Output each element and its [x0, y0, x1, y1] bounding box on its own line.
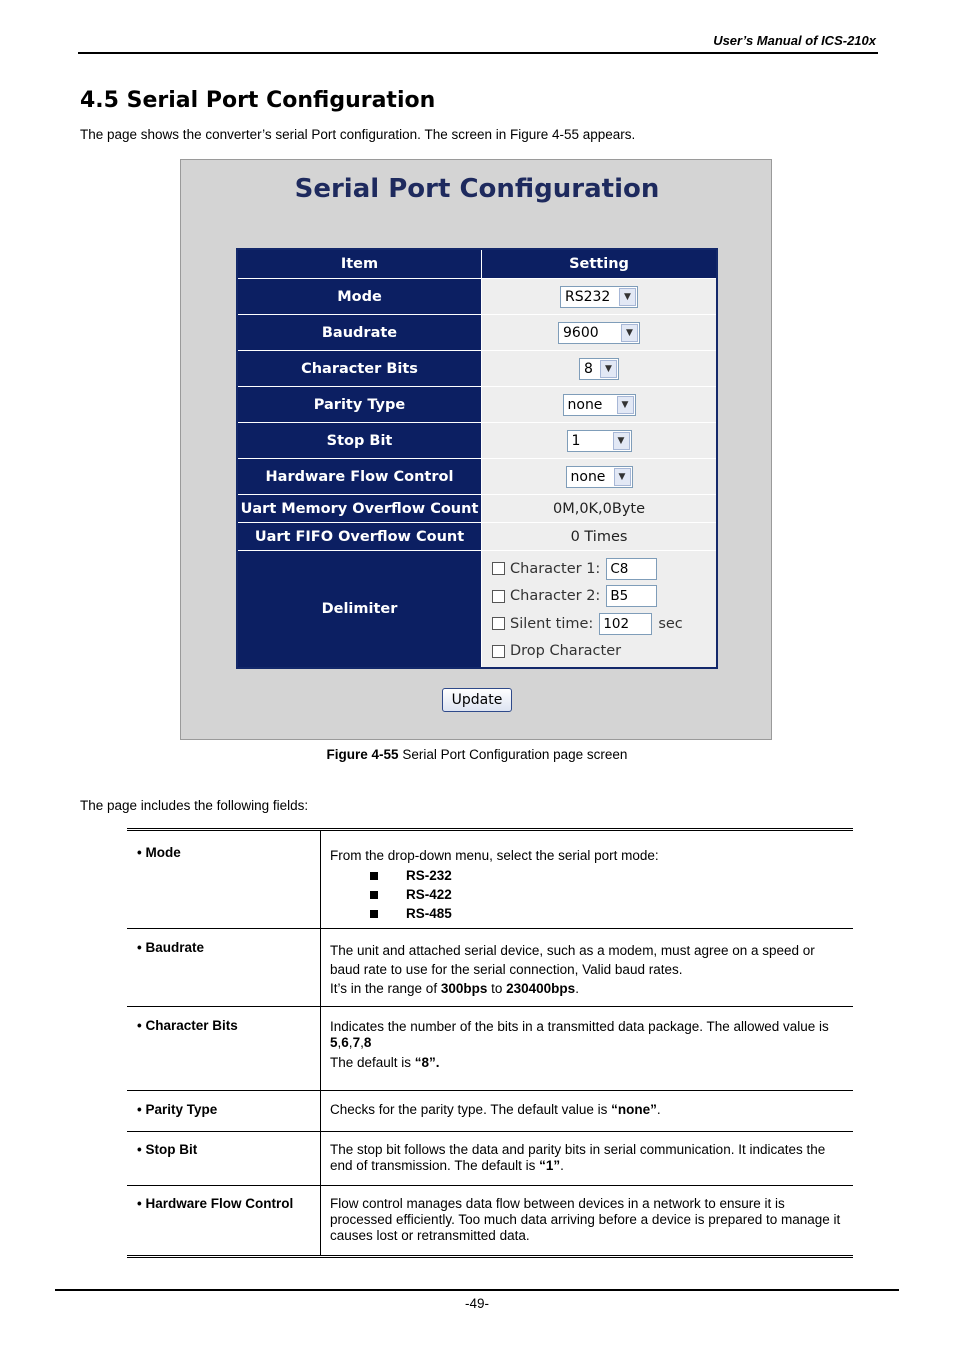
field-name-character-bits: • Character Bits	[127, 1007, 321, 1090]
text-span: .	[575, 981, 579, 996]
section-title: 4.5 Serial Port Configuration	[80, 88, 436, 113]
hardware-flow-control-select-value: none	[570, 468, 606, 485]
text-span: .	[560, 1158, 564, 1173]
baudrate-select-value: 9600	[563, 324, 599, 341]
list-item: RS-485	[330, 904, 845, 923]
label-character-bits: Character Bits	[238, 351, 482, 386]
chevron-down-icon: ▼	[621, 324, 638, 342]
field-row-hardware-flow-control	[127, 1185, 853, 1255]
text-span: The stop bit follows the data and parity bits in serial communication. It indicates the end of transmission. The default is	[330, 1142, 826, 1173]
field-row-character-bits	[127, 1006, 853, 1090]
figure-caption	[0, 747, 954, 762]
text-span: The default is	[330, 1055, 415, 1070]
label-baudrate: Baudrate	[238, 315, 482, 350]
character-2-checkbox[interactable]	[492, 590, 505, 603]
character-bits-select[interactable]	[579, 358, 619, 380]
header-rule	[78, 52, 878, 54]
chevron-down-icon: ▼	[600, 360, 617, 378]
stop-bit-select[interactable]	[567, 430, 632, 452]
mode-select-value: RS232	[565, 288, 611, 305]
field-row-stop-bit	[127, 1131, 853, 1185]
stop-bit-select-value: 1	[571, 432, 581, 449]
fields-intro: The page includes the following fields:	[80, 798, 309, 813]
label-uart-fifo-overflow: Uart FIFO Overflow Count	[238, 523, 482, 550]
label-hardware-flow-control: Hardware Flow Control	[238, 459, 482, 494]
text-span: It’s in the range of	[330, 981, 441, 996]
text-span: 7	[352, 1035, 361, 1050]
field-desc-parity-type	[330, 1102, 845, 1118]
character-1-label: Character 1:	[510, 560, 601, 577]
text-span: 230400bps	[506, 981, 576, 996]
fields-table	[127, 828, 853, 1258]
list-item: RS-232	[330, 866, 845, 885]
text-span: “none”	[611, 1102, 657, 1117]
text-span: Checks for the parity type. The default value is	[330, 1102, 612, 1117]
silent-time-unit: sec	[658, 615, 683, 632]
field-desc-hardware-flow-control: Flow control manages data flow between devices in a network to ensure it is processed efficiently. Too much data arriving before a device is prepared to manage it causes lost or retransmitted data.	[330, 1196, 841, 1243]
list-item: RS-422	[330, 885, 845, 904]
chevron-down-icon: ▼	[617, 396, 634, 414]
label-mode: Mode	[238, 279, 482, 314]
field-desc-character-bits-default	[330, 1055, 845, 1071]
field-row-baudrate	[127, 928, 853, 1006]
text-span: “8”.	[414, 1055, 440, 1070]
footer-rule	[55, 1289, 899, 1291]
field-name-stop-bit: • Stop Bit	[127, 1132, 321, 1185]
row-delimiter	[238, 550, 716, 667]
drop-character-checkbox[interactable]	[492, 645, 505, 658]
row-hardware-flow-control	[238, 458, 716, 494]
field-desc-mode: From the drop-down menu, select the serial port mode:	[330, 848, 659, 863]
text-span: 8	[363, 1035, 372, 1050]
text-span: “1”	[539, 1158, 561, 1173]
chevron-down-icon: ▼	[614, 468, 631, 486]
text-span: 5	[330, 1035, 338, 1050]
field-desc-baudrate-range	[330, 979, 845, 998]
field-name-baudrate: • Baudrate	[127, 929, 321, 1006]
figure-page-title: Serial Port Configuration	[294, 174, 660, 204]
drop-character-label: Drop Character	[510, 643, 622, 660]
row-baudrate	[238, 314, 716, 350]
delimiter-settings	[482, 551, 716, 667]
parity-type-select-value: none	[567, 396, 603, 413]
character-2-label: Character 2:	[510, 588, 601, 605]
figure-caption-number: Figure 4-55	[326, 747, 399, 762]
row-parity-type	[238, 386, 716, 422]
character-bits-select-value: 8	[584, 360, 593, 377]
text-span: to	[487, 981, 507, 996]
mode-select[interactable]	[560, 286, 638, 308]
character-1-input[interactable]: C8	[606, 558, 657, 580]
label-uart-memory-overflow: Uart Memory Overflow Count	[238, 495, 482, 522]
serial-config-table	[236, 248, 718, 669]
row-mode	[238, 278, 716, 314]
silent-time-checkbox[interactable]	[492, 617, 505, 630]
column-header-setting: Setting	[482, 250, 716, 278]
silent-time-input[interactable]: 102	[599, 613, 652, 635]
row-uart-memory-overflow	[238, 494, 716, 522]
page-number: -49-	[464, 1296, 489, 1311]
field-row-mode	[127, 831, 853, 928]
uart-memory-overflow-value: 0M,0K,0Byte	[482, 495, 716, 522]
text-span: Indicates the number of the bits in a transmitted data package. The allowed value is	[330, 1019, 829, 1034]
manual-header-title: User’s Manual of ICS-210x	[713, 33, 876, 48]
field-name-mode: • Mode	[127, 831, 321, 928]
label-stop-bit: Stop Bit	[238, 423, 482, 458]
figure-caption-text: Serial Port Configuration page screen	[398, 747, 628, 762]
text-span: 6	[341, 1035, 349, 1050]
label-delimiter: Delimiter	[238, 551, 482, 667]
field-name-parity-type: • Parity Type	[127, 1091, 321, 1131]
table-header-row	[238, 250, 716, 278]
column-header-item: Item	[238, 250, 482, 278]
update-button[interactable]: Update	[442, 688, 512, 712]
section-intro: The page shows the converter’s serial Port configuration. The screen in Figure 4-55 appears.	[80, 127, 636, 142]
chevron-down-icon: ▼	[619, 288, 636, 306]
hardware-flow-control-select[interactable]	[566, 466, 633, 488]
character-2-input[interactable]: B5	[606, 585, 657, 607]
baudrate-select[interactable]	[558, 322, 640, 344]
chevron-down-icon: ▼	[613, 432, 630, 450]
text-span: 300bps	[440, 981, 488, 996]
character-1-checkbox[interactable]	[492, 562, 505, 575]
silent-time-label: Silent time:	[510, 615, 594, 632]
row-stop-bit	[238, 422, 716, 458]
parity-type-select[interactable]	[563, 394, 636, 416]
field-desc-stop-bit	[330, 1142, 845, 1174]
mode-options-list	[330, 866, 845, 923]
uart-fifo-overflow-value: 0 Times	[482, 523, 716, 550]
row-character-bits	[238, 350, 716, 386]
field-row-parity-type	[127, 1090, 853, 1131]
field-desc-character-bits: Indicates the number of the bits in a transmitted data package. The allowed value is 5,6,7,8	[330, 1019, 829, 1050]
row-uart-fifo-overflow	[238, 522, 716, 550]
field-desc-baudrate: The unit and attached serial device, such as a modem, must agree on a speed or baud rate to use for the serial connection, Valid baud rates.	[330, 943, 815, 977]
field-name-hardware-flow-control: • Hardware Flow Control	[127, 1186, 321, 1255]
text-span: .	[656, 1102, 661, 1117]
label-parity-type: Parity Type	[238, 387, 482, 422]
